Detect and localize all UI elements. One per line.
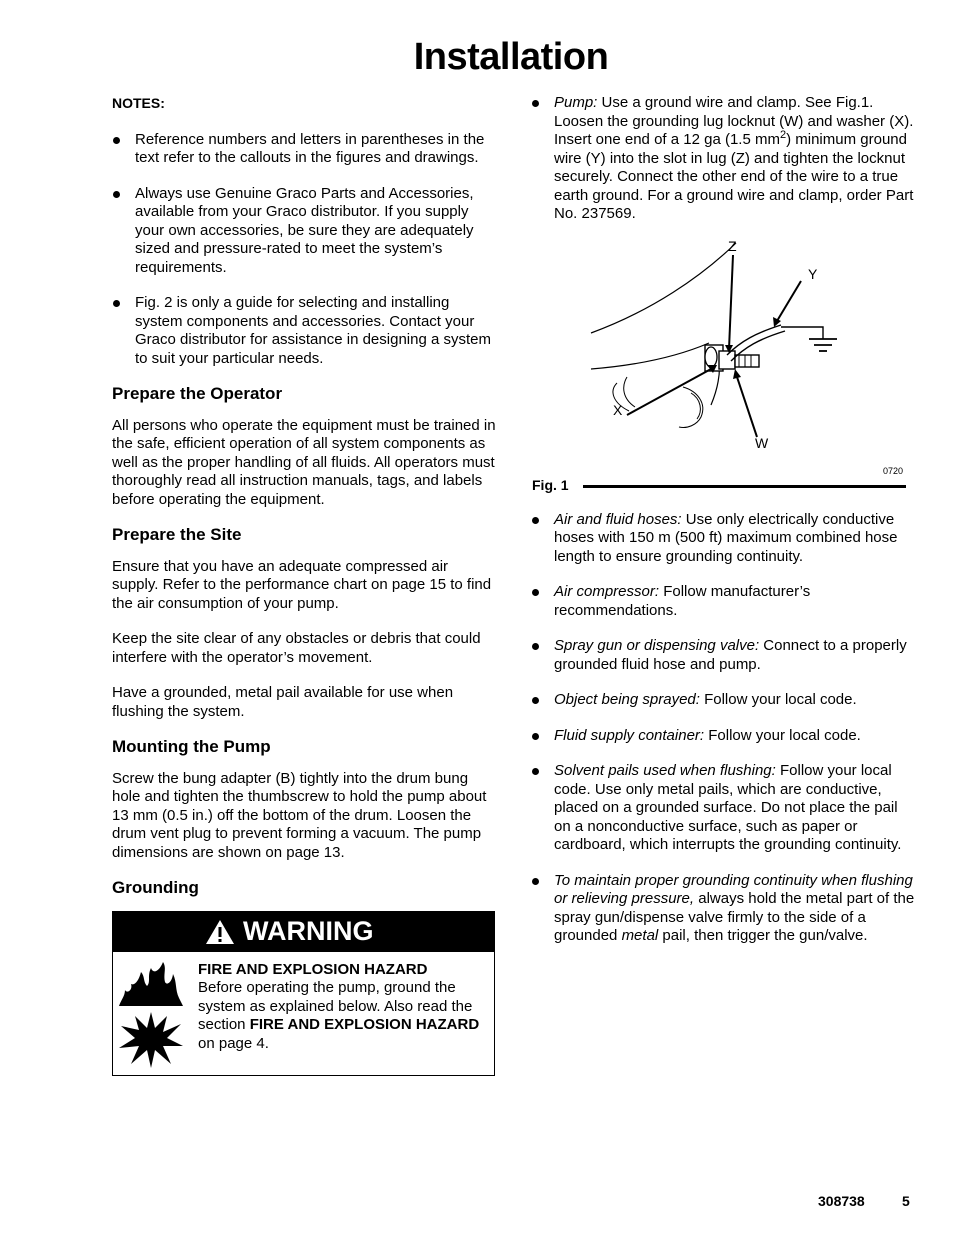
warning-text-part: Before operating the pump, ground the system as explained below. Also read the section — [198, 979, 473, 1033]
figure-1 — [531, 237, 916, 511]
warning-text-part: on page 4. — [198, 1034, 269, 1052]
item-text: pail, then trigger the gun/valve. — [658, 927, 868, 944]
callout-z: Z — [728, 237, 737, 254]
item-lead: Air compressor: — [554, 583, 660, 600]
fire-explosion-icon — [117, 960, 185, 1072]
warning-box — [112, 911, 495, 1076]
grounding-item-pump — [531, 94, 916, 224]
item-text: Use only electrically conductive hoses with 150 m (500 ft) maximum combined hose length to ensure grounding continuity. — [554, 510, 898, 565]
item-text: Follow your local code. — [704, 726, 861, 744]
page-number: 5 — [902, 1193, 910, 1209]
page-title: Installation — [413, 36, 609, 78]
warning-header — [113, 912, 494, 952]
grounding-item-solvent — [531, 762, 916, 855]
prepare-site-paragraph: Keep the site clear of any obstacles or debris that could interfere with the operator’s movement. — [112, 630, 481, 666]
note-item: Fig. 2 is only a guide for selecting and installing system components and accessories. Contact your Graco distributor for assistance in designing a system to suit your particular needs. — [112, 294, 496, 368]
item-lead: Object being sprayed: — [554, 691, 700, 708]
heading-prepare-site: Prepare the Site — [112, 525, 242, 544]
item-text: always hold the metal part of the spray gun/dispense valve firmly to the side of a grounded — [554, 890, 915, 944]
item-lead: Fluid supply container: — [554, 726, 705, 744]
warning-body — [113, 952, 494, 1075]
right-column — [531, 94, 916, 963]
prepare-operator-text: All persons who operate the equipment must be trained in the safe, efficient operation of all system components as well as the proper handling of all fluids. All operators must thoroughly read all instruction manuals, tags, and labels before operating the equipment. — [112, 416, 496, 508]
callout-w: W — [755, 434, 769, 451]
callout-x: X — [613, 401, 623, 418]
warning-title: WARNING — [243, 916, 374, 947]
notes-label: NOTES: — [112, 95, 165, 111]
hazard-title: FIRE AND EXPLOSION HAZARD — [198, 960, 428, 978]
item-text: Use a ground wire and clamp. See Fig.1. Loosen the grounding lug locknut (W) and washer (X). Insert one end of a 12 ga (1.5 mm — [554, 94, 914, 148]
item-lead: Air and fluid hoses: — [554, 510, 682, 528]
figure-caption: Fig. 1 — [532, 476, 569, 493]
warning-text — [198, 961, 483, 1054]
grounding-item-spray-gun — [531, 637, 916, 674]
left-column — [112, 94, 496, 1076]
warning-text-bold: FIRE AND EXPLOSION HAZARD — [249, 1016, 480, 1033]
heading-prepare-operator: Prepare the Operator — [112, 384, 283, 403]
heading-grounding: Grounding — [112, 878, 199, 897]
grounding-item-object — [531, 691, 916, 710]
note-item: Reference numbers and letters in parentheses in the text refer to the callouts in the figures and drawings. — [112, 131, 496, 168]
item-lead: To maintain proper grounding continuity when flushing or relieving pressure, — [554, 871, 913, 907]
figure-code: 0720 — [883, 465, 904, 476]
item-lead: Solvent pails used when flushing: — [554, 762, 776, 779]
item-text: ) minimum ground wire (Y) into the slot in lug (Z) and tighten the locknut securely. Connect the other end of the wire to a true earth ground. For a ground wire and clamp, order Part No. 237569. — [554, 131, 914, 222]
grounding-lug-drawing — [531, 241, 916, 476]
item-text: Follow your local code. Use only metal pails, which are conductive, placed on a grounded surface. Do not place the pail on a nonconductive surface, such as paper or cardboard, which interrupts the grounding continuity. — [554, 762, 902, 853]
grounding-item-hoses — [531, 511, 916, 567]
callout-y: Y — [808, 265, 818, 282]
item-text: Follow your local code. — [699, 691, 857, 708]
item-lead: Pump: — [554, 94, 598, 111]
item-lead: Spray gun or dispensing valve: — [554, 637, 760, 654]
note-item: Always use Genuine Graco Parts and Accessories, available from your Graco distributor. If you supply your own accessories, be sure they are adequately sized and pressure-rated to meet the system’s requirements. — [112, 185, 496, 278]
prepare-site-paragraph: Ensure that you have an adequate compressed air supply. Refer to the performance chart on page 15 to find the air consumption of your pump. — [112, 557, 492, 612]
grounding-item-compressor — [531, 583, 916, 620]
prepare-site-paragraph: Have a grounded, metal pail available for use when flushing the system. — [112, 684, 454, 720]
figure-rule — [583, 485, 906, 488]
item-italic-word: metal — [621, 927, 659, 944]
grounding-item-container — [531, 727, 916, 746]
warning-triangle-icon — [205, 919, 235, 945]
heading-mounting: Mounting the Pump — [112, 737, 271, 756]
item-text: Follow manufacturer’s recommendations. — [554, 583, 811, 619]
item-superscript: 2 — [779, 129, 787, 141]
item-text: Connect to a properly grounded fluid hose and pump. — [554, 637, 907, 673]
doc-number: 308738 — [818, 1193, 865, 1209]
grounding-item-maintain — [531, 872, 916, 946]
mounting-text: Screw the bung adapter (B) tightly into the drum bung hole and tighten the thumbscrew to hold the pump about 13 mm (0.5 in.) off the bottom of the drum. Loosen the drum vent plug to prevent forming a vacuum. The pump dimensions are shown on page 13. — [112, 769, 487, 861]
